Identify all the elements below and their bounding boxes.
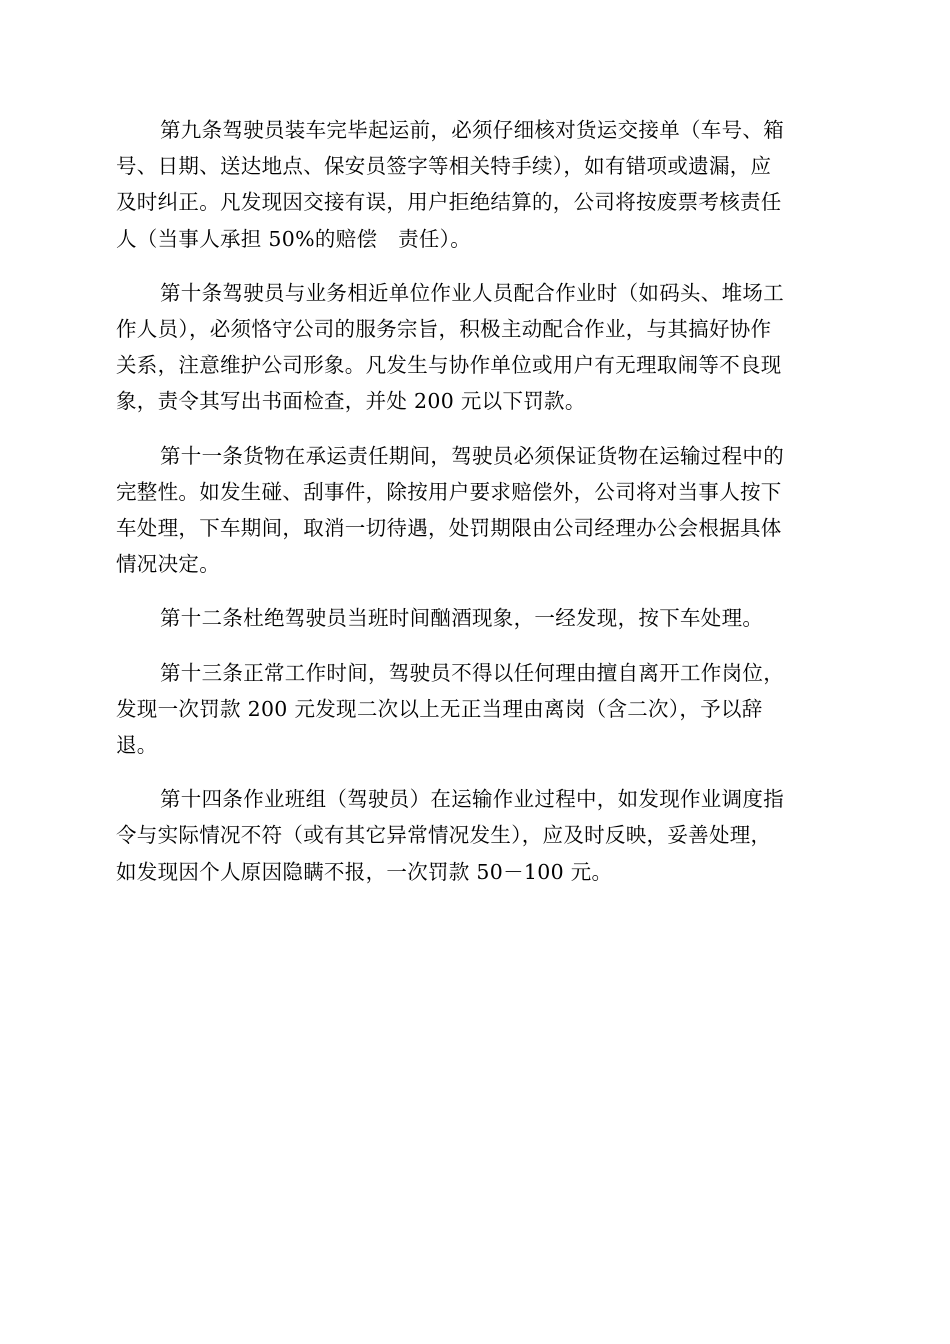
text-line: 完整性。如发生碰、刮事件，除按用户要求赔偿外，公司将对当事人按下 xyxy=(116,479,782,504)
article-12-paragraph xyxy=(116,600,836,636)
text-line: 人（当事人承担 50%的赔偿 责任）。 xyxy=(116,226,472,251)
text-line: 第十一条货物在承运责任期间，驾驶员必须保证货物在运输过程中的 xyxy=(160,443,784,468)
text-line: 发现一次罚款 200 元发现二次以上无正当理由离岗（含二次），予以辞 xyxy=(116,696,763,721)
text-line: 如发现因个人原因隐瞒不报，一次罚款 50－100 元。 xyxy=(116,859,613,884)
text-line: 作人员），必须恪守公司的服务宗旨，积极主动配合作业，与其搞好协作 xyxy=(116,317,772,342)
article-11-paragraph xyxy=(116,438,836,583)
text-line: 象，责令其写出书面检查，并处 200 元以下罚款。 xyxy=(116,389,586,414)
document-body xyxy=(116,112,836,908)
article-13-paragraph xyxy=(116,655,836,764)
text-line: 车处理，下车期间，取消一切待遇，处罚期限由公司经理办公会根据具体 xyxy=(116,516,782,541)
article-14-paragraph xyxy=(116,781,836,890)
text-line: 第十四条作业班组（驾驶员）在运输作业过程中，如发现作业调度指 xyxy=(160,787,784,812)
text-line: 及时纠正。凡发现因交接有误，用户拒绝结算的，公司将按废票考核责任 xyxy=(116,190,782,215)
text-line: 令与实际情况不符（或有其它异常情况发生），应及时反映，妥善处理， xyxy=(116,823,772,848)
text-line: 第十三条正常工作时间，驾驶员不得以任何理由擅自离开工作岗位， xyxy=(160,660,784,685)
text-line: 第十二条杜绝驾驶员当班时间酗酒现象，一经发现，按下车处理。 xyxy=(160,606,764,631)
text-line: 第九条驾驶员装车完毕起运前，必须仔细核对货运交接单（车号、箱 xyxy=(160,118,784,142)
text-line: 退。 xyxy=(116,733,158,758)
article-9-paragraph xyxy=(116,112,836,257)
text-line: 关系，注意维护公司形象。凡发生与协作单位或用户有无理取闹等不良现 xyxy=(116,353,782,378)
article-10-paragraph xyxy=(116,275,836,420)
text-line: 第十条驾驶员与业务相近单位作业人员配合作业时（如码头、堆场工 xyxy=(160,280,784,305)
text-line: 情况决定。 xyxy=(116,552,220,577)
text-line: 号、日期、送达地点、保安员签字等相关特手续），如有错项或遗漏，应 xyxy=(116,154,772,179)
